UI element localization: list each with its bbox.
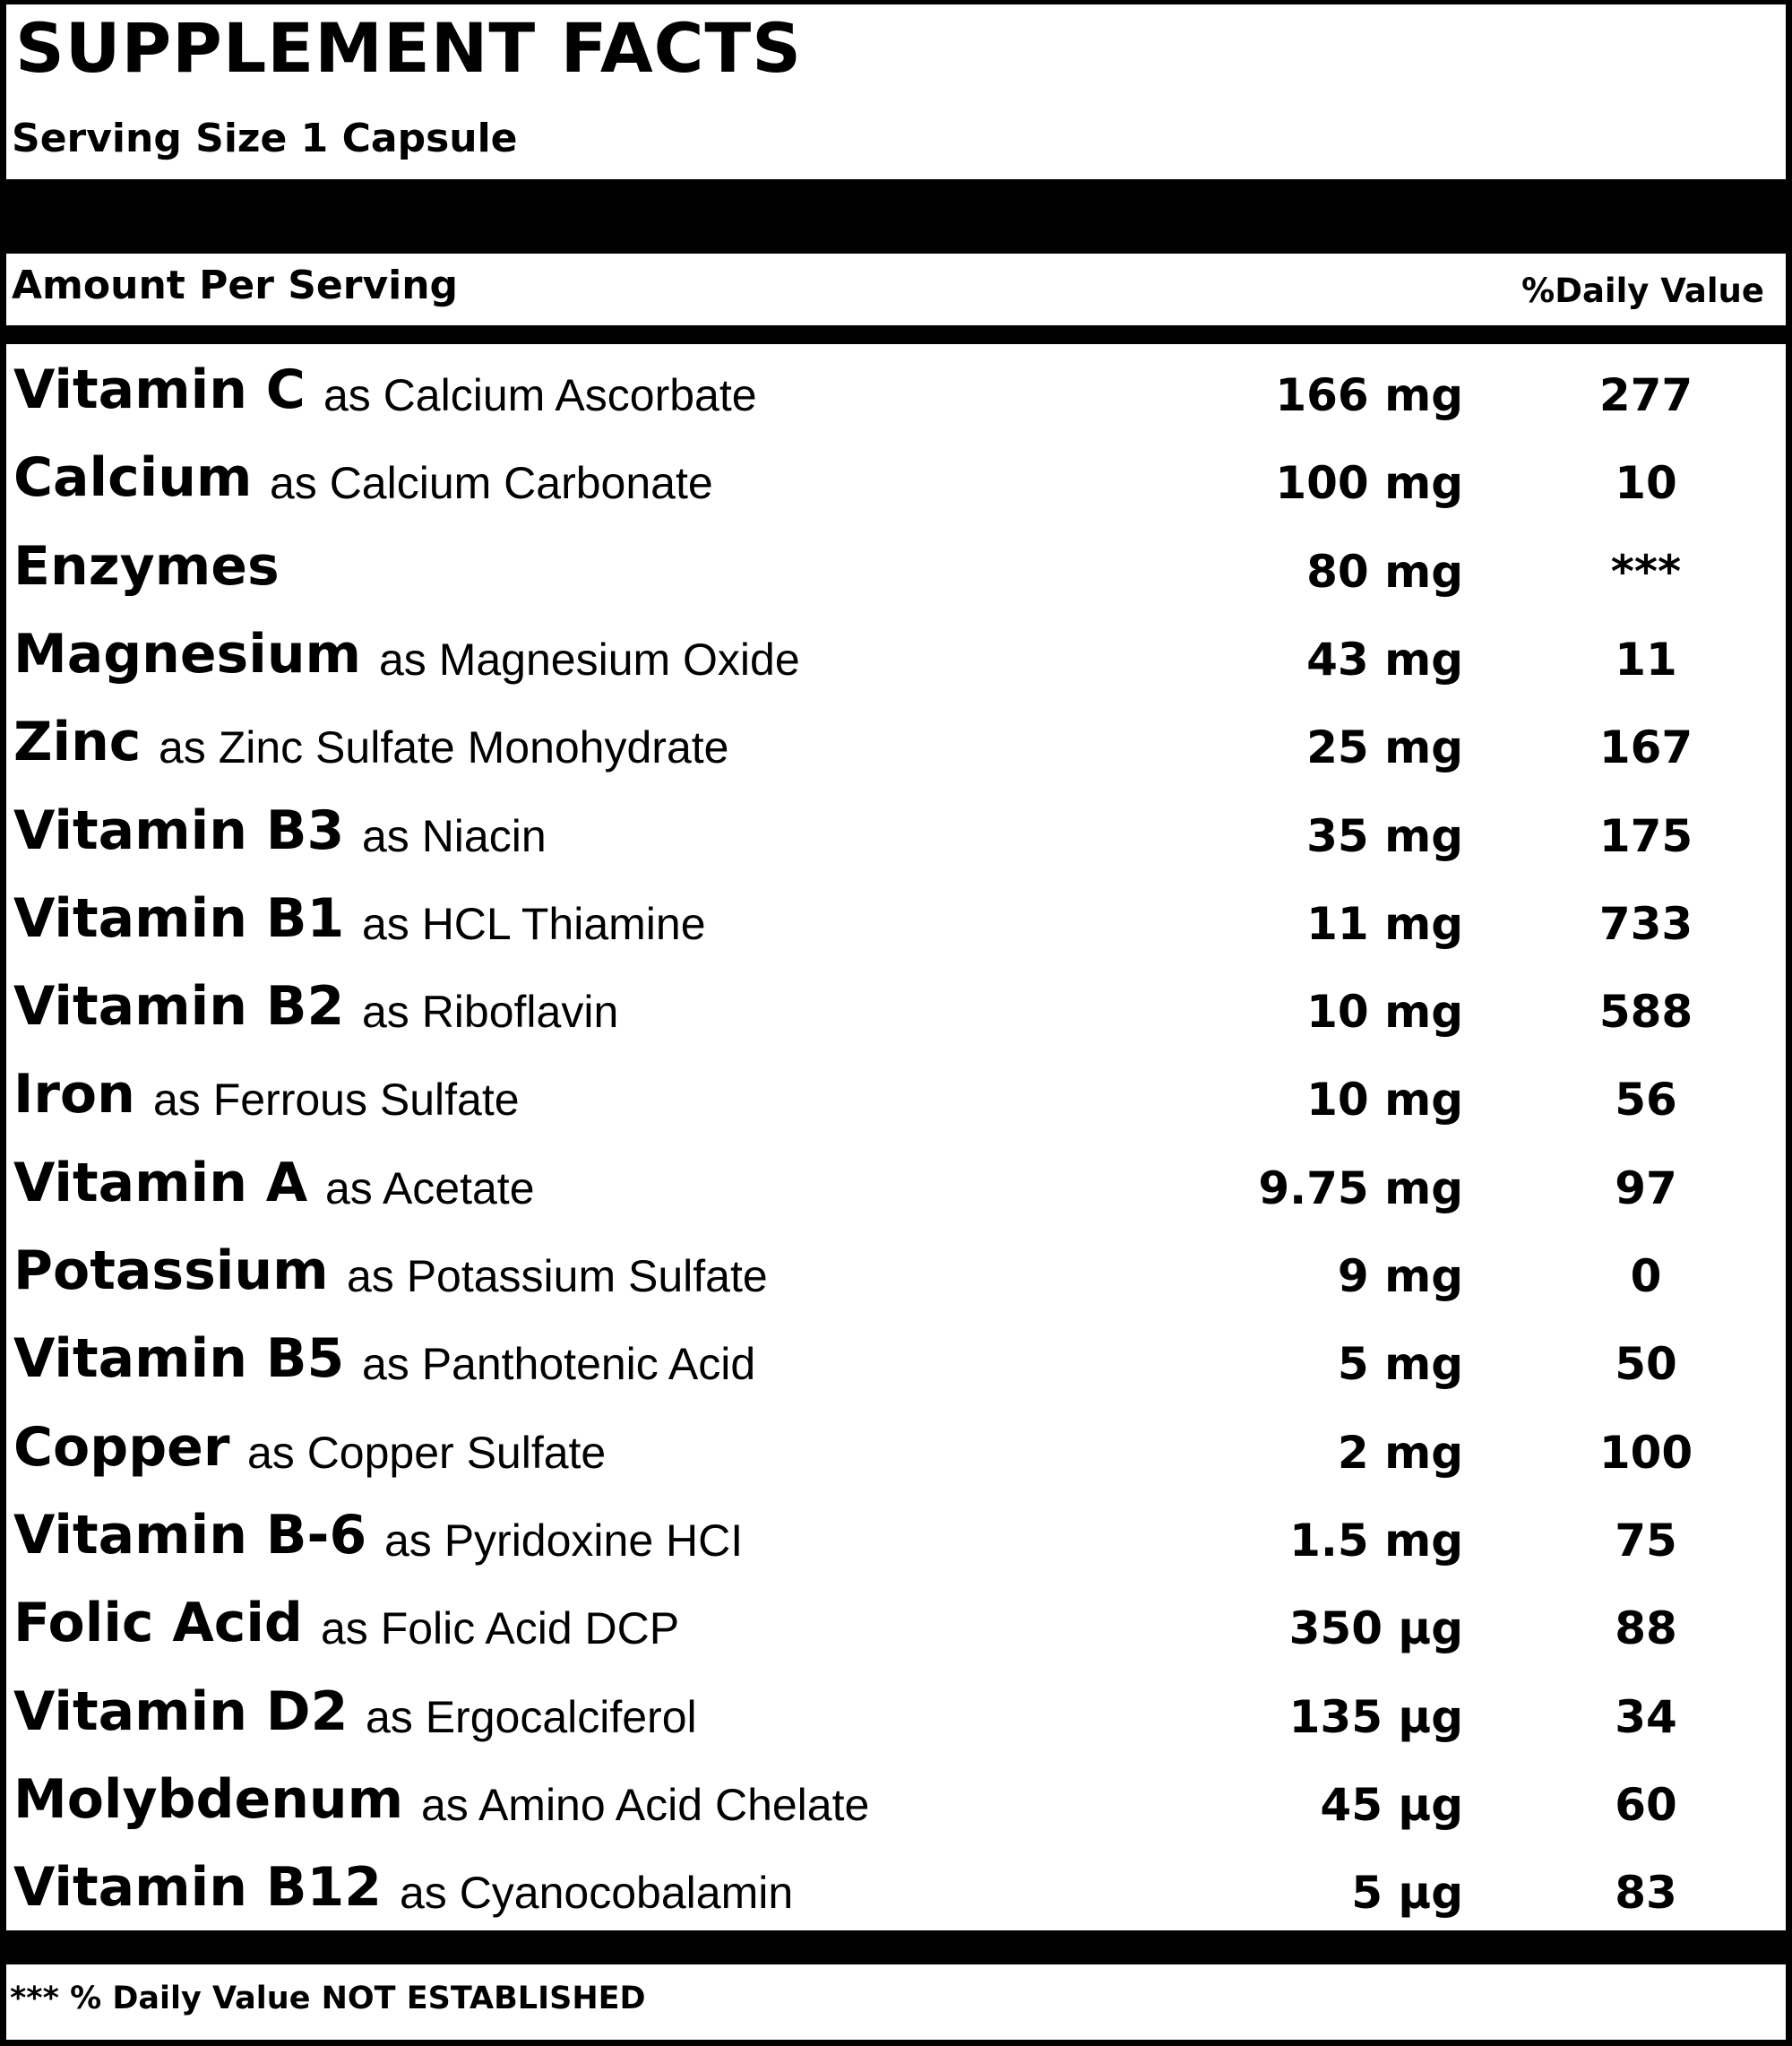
header-section xyxy=(6,4,1786,179)
nutrient-source: as Ferrous Sulfate xyxy=(153,1075,520,1126)
nutrient-name: Vitamin B1 xyxy=(13,886,345,950)
nutrient-name: Magnesium xyxy=(13,622,362,686)
footnote: *** % Daily Value NOT ESTABLISHED xyxy=(10,1981,646,2016)
nutrient-table xyxy=(6,344,1786,1930)
nutrient-source: as Amino Acid Chelate xyxy=(421,1779,870,1830)
nutrient-daily-value: *** xyxy=(1610,545,1682,598)
nutrient-amount: 11 mg xyxy=(1306,897,1463,950)
nutrient-name: Vitamin B5 xyxy=(13,1327,345,1391)
nutrient-name: Enzymes xyxy=(13,534,280,598)
nutrient-amount: 35 mg xyxy=(1306,809,1463,862)
nutrient-amount: 9 mg xyxy=(1337,1250,1463,1302)
nutrient-row xyxy=(6,353,1786,441)
nutrient-source: as Pyridoxine HCI xyxy=(384,1515,744,1566)
nutrient-daily-value: 88 xyxy=(1615,1602,1677,1655)
nutrient-source: as Riboflavin xyxy=(362,987,619,1038)
nutrient-amount: 80 mg xyxy=(1306,545,1463,598)
serving-size: Serving Size 1 Capsule xyxy=(12,116,518,161)
nutrient-amount: 350 µg xyxy=(1288,1602,1463,1655)
label-title: SUPPLEMENT FACTS xyxy=(15,8,803,88)
footer-section xyxy=(6,1964,1786,2040)
nutrient-name: Calcium xyxy=(13,446,253,510)
nutrient-daily-value: 60 xyxy=(1615,1778,1677,1831)
nutrient-amount: 25 mg xyxy=(1306,721,1463,774)
nutrient-daily-value: 733 xyxy=(1598,897,1693,950)
nutrient-daily-value: 83 xyxy=(1615,1867,1677,1920)
nutrient-name: Molybdenum xyxy=(13,1767,404,1831)
nutrient-daily-value: 175 xyxy=(1598,809,1693,862)
amount-per-serving-label: Amount Per Serving xyxy=(12,263,459,308)
nutrient-name: Copper xyxy=(13,1415,230,1479)
nutrient-name: Vitamin B-6 xyxy=(13,1503,367,1567)
nutrient-daily-value: 100 xyxy=(1598,1426,1693,1479)
nutrient-amount: 9.75 mg xyxy=(1258,1161,1463,1214)
nutrient-row xyxy=(6,970,1786,1058)
nutrient-amount: 45 µg xyxy=(1320,1778,1463,1831)
nutrient-amount: 43 mg xyxy=(1306,633,1463,686)
nutrient-row xyxy=(6,1498,1786,1586)
nutrient-row xyxy=(6,882,1786,970)
nutrient-source: as Copper Sulfate xyxy=(247,1427,607,1478)
nutrient-name: Vitamin B12 xyxy=(13,1856,383,1920)
nutrient-row xyxy=(6,1411,1786,1498)
nutrient-row xyxy=(6,617,1786,705)
nutrient-amount: 166 mg xyxy=(1275,369,1463,421)
nutrient-amount: 135 µg xyxy=(1288,1690,1463,1743)
nutrient-name: Iron xyxy=(13,1063,135,1127)
nutrient-daily-value: 97 xyxy=(1615,1161,1677,1214)
nutrient-name: Vitamin C xyxy=(13,358,306,421)
nutrient-daily-value: 277 xyxy=(1598,369,1693,421)
nutrient-amount: 100 mg xyxy=(1275,457,1463,510)
table-header xyxy=(6,254,1786,325)
nutrient-name: Vitamin B3 xyxy=(13,799,345,862)
nutrient-daily-value: 56 xyxy=(1615,1074,1677,1127)
nutrient-source: as Potassium Sulfate xyxy=(347,1251,768,1301)
nutrient-row xyxy=(6,1763,1786,1851)
nutrient-source: as Niacin xyxy=(362,810,547,861)
daily-value-label: %Daily Value xyxy=(1521,272,1764,310)
nutrient-row xyxy=(6,705,1786,793)
nutrient-daily-value: 10 xyxy=(1615,457,1677,510)
nutrient-row xyxy=(6,1234,1786,1322)
nutrient-daily-value: 75 xyxy=(1615,1514,1677,1567)
nutrient-amount: 2 mg xyxy=(1337,1426,1463,1479)
nutrient-name: Vitamin A xyxy=(13,1151,308,1214)
nutrient-name: Folic Acid xyxy=(13,1592,303,1655)
nutrient-row xyxy=(6,1586,1786,1674)
nutrient-source: as Folic Acid DCP xyxy=(321,1603,680,1654)
nutrient-source: as Magnesium Oxide xyxy=(379,634,800,685)
nutrient-name: Vitamin D2 xyxy=(13,1679,349,1743)
nutrient-row xyxy=(6,1322,1786,1410)
nutrient-row xyxy=(6,1146,1786,1234)
nutrient-name: Zinc xyxy=(13,711,142,774)
nutrient-name: Potassium xyxy=(13,1239,329,1302)
nutrient-row xyxy=(6,794,1786,882)
nutrient-source: as Zinc Sulfate Monohydrate xyxy=(159,722,729,773)
nutrient-source: as Acetate xyxy=(325,1162,535,1213)
nutrient-row xyxy=(6,1058,1786,1145)
nutrient-source: as Calcium Ascorbate xyxy=(323,370,757,420)
nutrient-source: as Cyanocobalamin xyxy=(400,1868,794,1919)
nutrient-source: as Ergocalciferol xyxy=(366,1691,697,1742)
nutrient-daily-value: 167 xyxy=(1598,721,1693,774)
nutrient-source: as Calcium Carbonate xyxy=(270,458,713,509)
nutrient-daily-value: 50 xyxy=(1615,1338,1677,1391)
nutrient-source: as HCL Thiamine xyxy=(362,898,706,949)
nutrient-row xyxy=(6,1675,1786,1763)
nutrient-amount: 10 mg xyxy=(1306,1074,1463,1127)
nutrient-row xyxy=(6,441,1786,529)
nutrient-daily-value: 11 xyxy=(1615,633,1677,686)
nutrient-daily-value: 588 xyxy=(1598,986,1693,1039)
nutrient-daily-value: 34 xyxy=(1615,1690,1677,1743)
nutrient-amount: 5 mg xyxy=(1337,1338,1463,1391)
nutrient-amount: 5 µg xyxy=(1351,1867,1463,1920)
nutrient-name: Vitamin B2 xyxy=(13,975,345,1039)
nutrient-amount: 10 mg xyxy=(1306,986,1463,1039)
nutrient-row xyxy=(6,530,1786,617)
nutrient-daily-value: 0 xyxy=(1630,1250,1662,1302)
nutrient-amount: 1.5 mg xyxy=(1289,1514,1463,1567)
nutrient-source: as Panthotenic Acid xyxy=(362,1339,756,1390)
nutrient-row xyxy=(6,1851,1786,1938)
